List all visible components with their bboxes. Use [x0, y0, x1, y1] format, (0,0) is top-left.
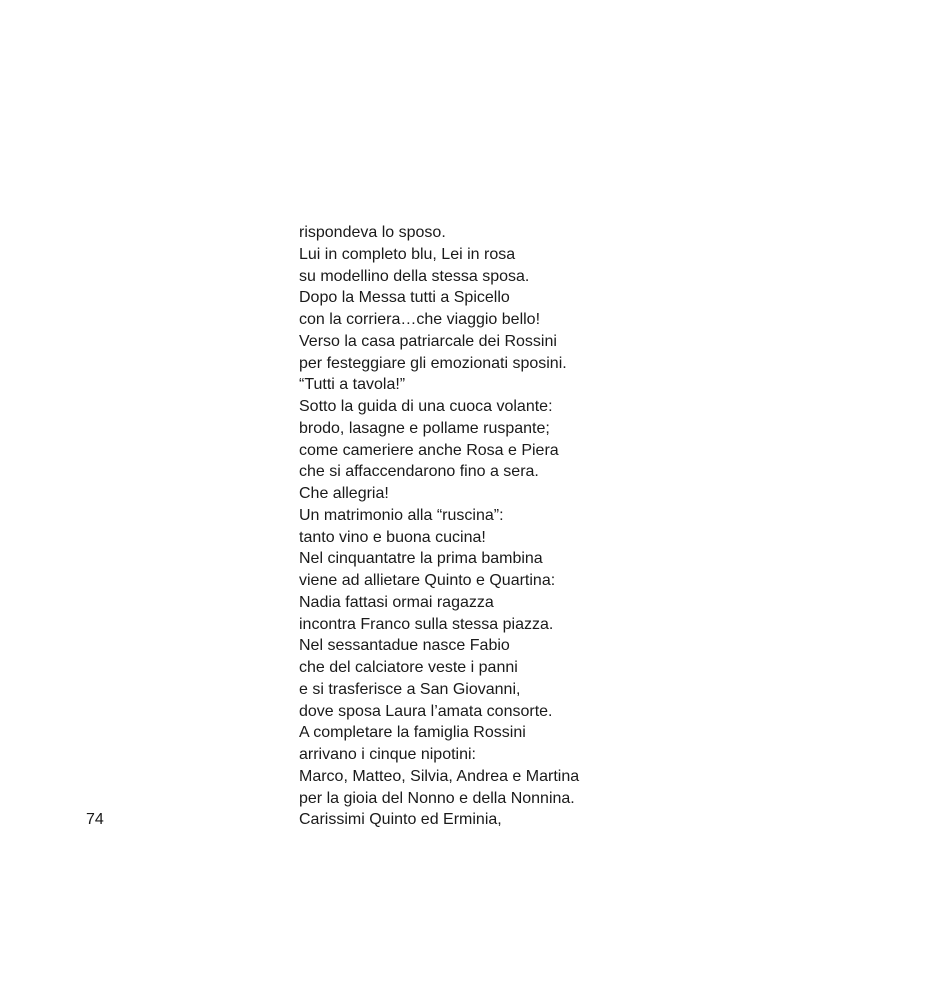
poem-line: arrivano i cinque nipotini:: [299, 746, 476, 763]
poem-line: rispondeva lo sposo.: [299, 224, 446, 241]
poem-line: brodo, lasagne e pollame ruspante;: [299, 419, 550, 437]
poem-line: Che allegria!: [299, 485, 389, 502]
poem-line: Nadia fattasi ormai ragazza: [299, 593, 494, 611]
poem-line: con la corriera…che viaggio bello!: [299, 311, 541, 328]
poem-line: che del calciatore veste i panni: [299, 659, 518, 676]
poem-line: “Tutti a tavola!”: [299, 376, 406, 394]
poem-line: Marco, Matteo, Silvia, Andrea e Martina: [299, 767, 580, 785]
poem-line: Lui in completo blu, Lei in rosa: [299, 245, 516, 263]
poem-line: viene ad allietare Quinto e Quartina:: [299, 572, 556, 589]
page-number: 74: [86, 811, 104, 828]
poem-line: dove sposa Laura l’amata consorte.: [299, 702, 553, 720]
poem-line: su modellino della stessa sposa.: [299, 267, 530, 285]
poem-line: per festeggiare gli emozionati sposini.: [299, 354, 567, 372]
poem-line: A completare la famiglia Rossini: [299, 724, 526, 742]
poem-line: Nel sessantadue nasce Fabio: [299, 637, 510, 655]
poem-line: Carissimi Quinto ed Erminia,: [299, 811, 502, 829]
poem-line: Dopo la Messa tutti a Spicello: [299, 289, 510, 307]
poem-line: tanto vino e buona cucina!: [299, 528, 486, 546]
poem-line: come cameriere anche Rosa e Piera: [299, 441, 559, 459]
poem-line: Verso la casa patriarcale dei Rossini: [299, 332, 557, 350]
poem-line: Nel cinquantatre la prima bambina: [299, 550, 543, 568]
poem-line: per la gioia del Nonno e della Nonnina.: [299, 789, 575, 807]
poem-line: che si affaccendarono fino a sera.: [299, 463, 539, 481]
poem-text: [299, 222, 579, 831]
poem-line: e si trasferisce a San Giovanni,: [299, 680, 521, 698]
poem-line: Sotto la guida di una cuoca volante:: [299, 398, 553, 415]
poem-line: incontra Franco sulla stessa piazza.: [299, 615, 554, 633]
poem-line: Un matrimonio alla “ruscina”:: [299, 506, 504, 524]
